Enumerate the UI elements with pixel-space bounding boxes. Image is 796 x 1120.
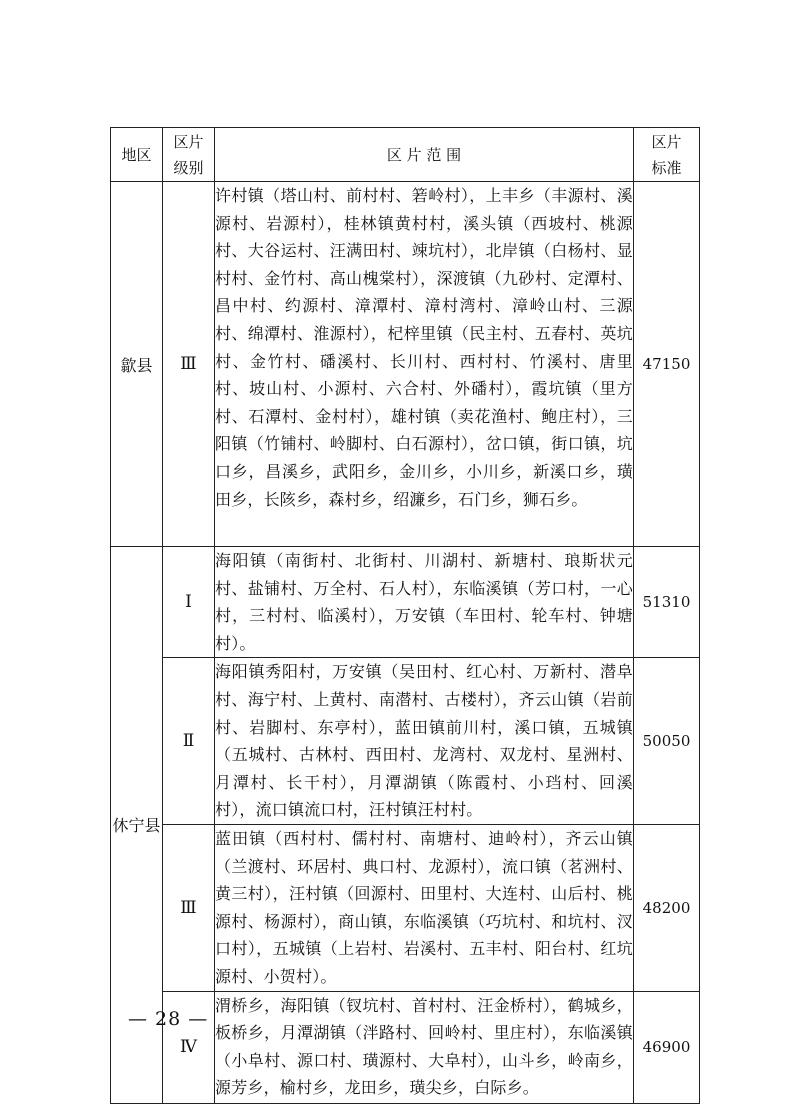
region-cell: 休宁县 [111, 547, 163, 1104]
scope-cell: 海阳镇秀阳村，万安镇（吴田村、红心村、万新村、潜阜村、海宁村、上黄村、南潜村、古楼村），齐云山镇（岩前村、岩脚村、东亭村），蓝田镇前川村，溪口镇，五城镇（五城村、古林村、西田村、龙湾村、双龙村、星洲村、月潭村、长干村），月潭湖镇（陈霞村、小珰村、回溪村），流口镇流口村，汪村镇汪村村。 [215, 658, 634, 825]
table-row [111, 547, 700, 658]
region-cell: 歙县 [111, 182, 163, 547]
standard-cell: 46900 [634, 991, 700, 1103]
land-zone-table [110, 127, 700, 1104]
scope-cell: 蓝田镇（西村村、儒村村、南塘村、迪岭村），齐云山镇（兰渡村、环居村、典口村、龙源村），流口镇（茗洲村、黄三村），汪村镇（回源村、田里村、大连村、山后村、桃源村、杨源村），商山镇，东临溪镇（巧坑村、和坑村、汊口村），五城镇（上岩村、岩溪村、五丰村、阳台村、红坑源村、小贺村）。 [215, 824, 634, 991]
standard-cell: 50050 [634, 658, 700, 825]
level-cell: Ⅱ [163, 658, 215, 825]
standard-cell: 47150 [634, 182, 700, 547]
scope-cell: 海阳镇（南街村、北街村、川湖村、新塘村、琅斯状元村、盐铺村、万全村、石人村），东临溪镇（芳口村，一心村，三村村、临溪村），万安镇（车田村、轮车村、钟塘村）。 [215, 547, 634, 658]
header-level: 区片 级别 [163, 128, 215, 182]
page-number: — 28 — [128, 1008, 209, 1030]
level-cell: Ⅳ [163, 991, 215, 1103]
standard-cell: 48200 [634, 824, 700, 991]
level-cell: Ⅰ [163, 547, 215, 658]
table-row [111, 824, 700, 991]
table-header-row [111, 128, 700, 182]
table-row [111, 658, 700, 825]
header-region: 地区 [111, 128, 163, 182]
header-standard: 区片 标准 [634, 128, 700, 182]
scope-cell: 许村镇（塔山村、前村村、箬岭村），上丰乡（丰源村、溪源村、岩源村），桂林镇黄村村，溪头镇（西坡村、桃源村、大谷运村、汪满田村、竦坑村），北岸镇（白杨村、显村村、金竹村、高山槐棠村），深渡镇（九砂村、定潭村、昌中村、约源村、漳潭村、漳村湾村、漳岭山村、三源村、绵潭村、淮源村），杞梓里镇（民主村、五春村、英坑村、金竹村、磻溪村、长川村、西村村、竹溪村、唐里村、坡山村、小源村、六合村、外磻村），霞坑镇（里方村、石潭村、金村村），雄村镇（卖花渔村、鲍庄村），三阳镇（竹铺村、岭脚村、白石源村），岔口镇，街口镇，坑口乡，昌溪乡，武阳乡，金川乡，小川乡，新溪口乡，璜田乡，长陔乡，森村乡，绍濂乡，石门乡，狮石乡。 [215, 182, 634, 547]
standard-cell: 51310 [634, 547, 700, 658]
level-cell: Ⅲ [163, 824, 215, 991]
table-row [111, 182, 700, 547]
header-scope: 区 片 范 围 [215, 128, 634, 182]
level-cell: Ⅲ [163, 182, 215, 547]
scope-cell: 渭桥乡，海阳镇（钗坑村、首村村、汪金桥村），鹤城乡，板桥乡，月潭湖镇（泮路村、回岭村、里庄村），东临溪镇（小阜村、源口村、璜源村、大阜村），山斗乡，岭南乡，源芳乡，榆村乡，龙田乡，璜尖乡，白际乡。 [215, 991, 634, 1103]
